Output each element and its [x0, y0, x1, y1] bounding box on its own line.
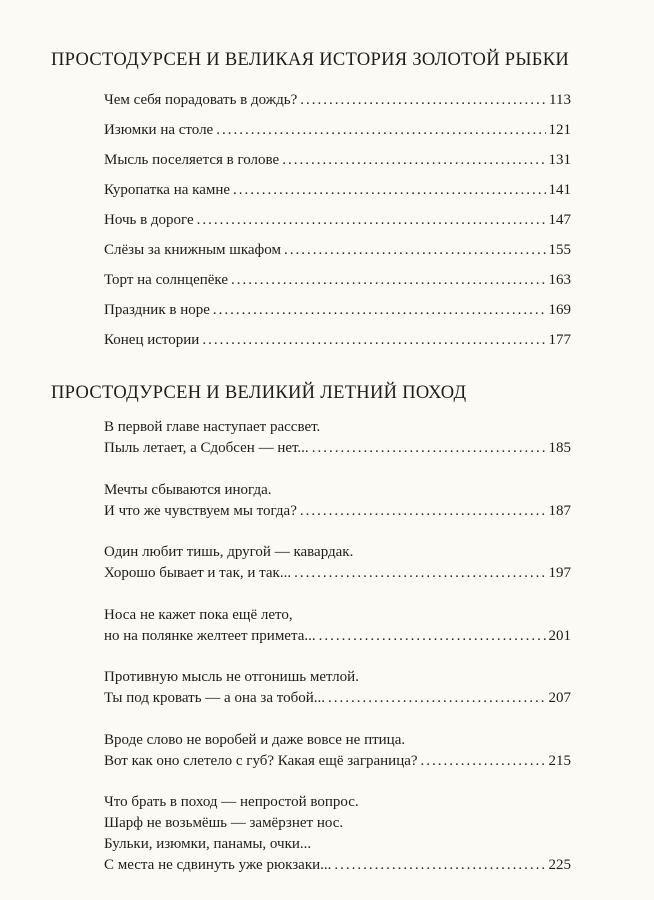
toc-entry-title: Ты под кровать — а она за тобой... — [104, 690, 326, 706]
dot-leader — [213, 295, 546, 325]
toc-entry-title: Праздник в норе — [104, 302, 210, 318]
page-number: 169 — [548, 302, 571, 318]
toc-entry[interactable] — [104, 85, 571, 115]
dot-leader — [282, 145, 545, 175]
page-number: 187 — [548, 502, 571, 519]
dot-leader — [300, 85, 546, 115]
toc-entry[interactable] — [104, 542, 571, 584]
toc-entry-title: Что брать в поход — непростой вопрос. — [104, 794, 359, 810]
toc-entry-title: И что же чувствуем мы тогда? — [104, 502, 297, 519]
toc-entry-title: В первой главе наступает рассвет. — [104, 419, 321, 435]
dot-leader — [197, 205, 546, 235]
toc-entry-title: Чем себя порадовать в дождь? — [104, 92, 298, 108]
toc-entry-title: Пыль летает, а Сдобсен — нет... — [104, 440, 309, 456]
toc-entry-title: Хорошо бывает и так, и так... — [104, 565, 292, 581]
toc-entry[interactable] — [104, 325, 571, 355]
toc-entry[interactable] — [104, 295, 571, 325]
toc-entry[interactable] — [104, 730, 571, 772]
toc-entry-title: Торт на солнцепёке — [104, 272, 228, 288]
dot-leader — [231, 265, 546, 295]
toc-entry[interactable] — [104, 605, 571, 647]
dot-leader — [202, 325, 545, 355]
page-number: 215 — [548, 752, 571, 769]
dot-leader — [216, 115, 545, 145]
toc-entry[interactable] — [104, 145, 571, 175]
toc-entry-title: Носа не кажет пока ещё лето, — [104, 606, 293, 623]
page-number: 155 — [548, 242, 571, 258]
toc-entry[interactable] — [104, 480, 571, 522]
dot-leader — [421, 751, 546, 772]
toc-entry[interactable] — [104, 792, 571, 876]
toc-entry-title: Вроде слово не воробей и даже вовсе не птица. — [104, 731, 406, 748]
page-number: 225 — [548, 857, 571, 873]
dot-leader — [284, 235, 546, 265]
page-number: 147 — [548, 212, 571, 228]
page-number: 177 — [548, 332, 571, 348]
page-number: 121 — [548, 122, 571, 138]
dot-leader — [328, 688, 545, 709]
page-number: 113 — [549, 92, 571, 108]
toc-entry-title: Вот как оно слетело с губ? Какая ещё заграница? — [104, 752, 418, 769]
page-number: 201 — [548, 627, 571, 644]
toc-entry[interactable] — [104, 205, 571, 235]
section-title: ПРОСТОДУРСЕН И ВЕЛИКАЯ ИСТОРИЯ ЗОЛОТОЙ РЫБКИ — [51, 50, 570, 70]
toc-entry[interactable] — [104, 265, 571, 295]
toc-entry-title: Слёзы за книжным шкафом — [104, 242, 281, 258]
toc-list — [104, 417, 571, 897]
dot-leader — [334, 855, 545, 876]
toc-entry[interactable] — [104, 667, 571, 709]
toc-entry-title: Мысль поселяется в голове — [104, 152, 280, 168]
toc-entry[interactable] — [104, 417, 571, 459]
toc-entry-title: Шарф не возьмёшь — замёрзнет нос. — [104, 815, 344, 831]
toc-list — [104, 85, 571, 355]
toc-entry-title: но на полянке желтеет примета... — [104, 627, 316, 644]
toc-entry-title: Противную мысль не отгонишь метлой. — [104, 669, 359, 685]
dot-leader — [312, 438, 546, 459]
dot-leader — [300, 501, 546, 522]
page-number: 141 — [548, 182, 571, 198]
toc-entry-title: Изюмки на столе — [104, 122, 214, 138]
toc-entry-title: Ночь в дороге — [104, 212, 194, 228]
toc-entry-title: Бульки, изюмки, панамы, очки... — [104, 836, 312, 852]
page-number: 131 — [548, 152, 571, 168]
page-number: 163 — [548, 272, 571, 288]
toc-entry-title: Конец истории — [104, 332, 200, 348]
page-number: 207 — [548, 690, 571, 706]
toc-entry-title: С места не сдвинуть уже рюкзаки... — [104, 857, 332, 873]
page-number: 197 — [548, 565, 571, 581]
dot-leader — [294, 563, 545, 584]
toc-entry[interactable] — [104, 175, 571, 205]
toc-entry-title: Мечты сбываются иногда. — [104, 481, 272, 498]
dot-leader — [233, 175, 545, 205]
dot-leader — [319, 626, 546, 647]
toc-entry[interactable] — [104, 235, 571, 265]
toc-entry-title: Куропатка на камне — [104, 182, 231, 198]
toc-entry-title: Один любит тишь, другой — кавардак. — [104, 544, 354, 560]
page-number: 185 — [548, 440, 571, 456]
toc-entry[interactable] — [104, 115, 571, 145]
section-title: ПРОСТОДУРСЕН И ВЕЛИКИЙ ЛЕТНИЙ ПОХОД — [51, 383, 467, 403]
